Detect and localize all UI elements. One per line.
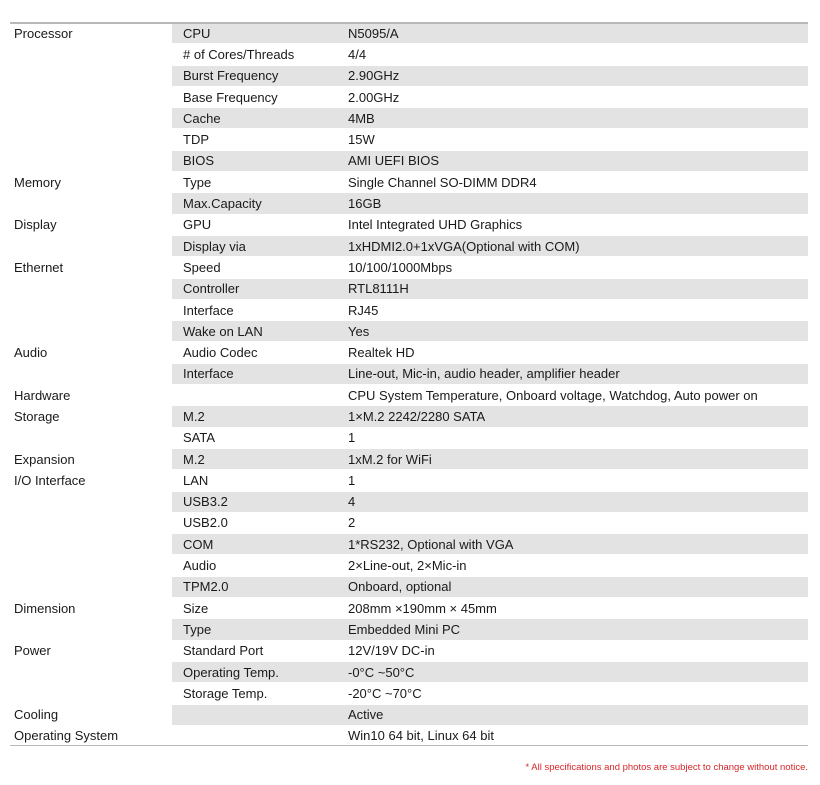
spec-item: BIOS (172, 151, 337, 171)
spec-item: GPU (183, 217, 212, 233)
spec-category: Dimension (14, 600, 76, 616)
spec-row (10, 256, 808, 277)
spec-value: 2×Line-out, 2×Mic-in (348, 558, 467, 574)
spec-row (10, 214, 808, 235)
spec-row (10, 427, 808, 448)
spec-value: RJ45 (348, 302, 379, 318)
spec-item: Speed (183, 259, 221, 275)
spec-category: Hardware (14, 387, 71, 403)
spec-row (10, 533, 808, 554)
spec-row (10, 597, 808, 618)
spec-value: 4 (337, 492, 808, 512)
spec-item: LAN (183, 472, 209, 488)
spec-value: Line-out, Mic-in, audio header, amplifier header (337, 364, 808, 384)
spec-value: Active (337, 705, 808, 725)
spec-value: 16GB (337, 193, 808, 213)
spec-value: 12V/19V DC-in (348, 643, 435, 659)
spec-category: I/O Interface (14, 472, 86, 488)
spec-value: Yes (337, 321, 808, 341)
spec-row (10, 128, 808, 149)
spec-item: M.2 (172, 406, 337, 426)
spec-row (10, 682, 808, 703)
spec-value: Realtek HD (348, 345, 415, 361)
spec-row (10, 491, 808, 512)
spec-value: 15W (348, 132, 375, 148)
spec-row (10, 618, 808, 639)
spec-row (10, 86, 808, 107)
spec-value: 1*RS232, Optional with VGA (337, 534, 808, 554)
spec-value: N5095/A (337, 24, 808, 43)
spec-item: # of Cores/Threads (183, 46, 295, 62)
spec-row (10, 22, 808, 43)
spec-row (10, 171, 808, 192)
spec-value: Embedded Mini PC (337, 619, 808, 639)
spec-row (10, 363, 808, 384)
spec-value: AMI UEFI BIOS (337, 151, 808, 171)
spec-value: -20°C ~70°C (348, 685, 422, 701)
spec-value: 4MB (337, 108, 808, 128)
spec-value: 2 (348, 515, 356, 531)
spec-row (10, 512, 808, 533)
spec-item: TDP (183, 132, 209, 148)
spec-item: Size (183, 600, 209, 616)
spec-value: 10/100/1000Mbps (348, 259, 453, 275)
spec-row (10, 704, 808, 725)
spec-item (172, 705, 337, 725)
spec-value: -0°C ~50°C (337, 662, 808, 682)
spec-row (10, 65, 808, 86)
spec-value: CPU System Temperature, Onboard voltage, Watchdog, Auto power on (348, 387, 758, 403)
spec-value: 1×M.2 2242/2280 SATA (337, 406, 808, 426)
spec-value: 1xHDMI2.0+1xVGA(Optional with COM) (337, 236, 808, 256)
spec-item: Burst Frequency (172, 66, 337, 86)
spec-category: Storage (14, 408, 60, 424)
spec-item: USB3.2 (172, 492, 337, 512)
spec-item: Max.Capacity (172, 193, 337, 213)
spec-item: Base Frequency (183, 89, 278, 105)
spec-value: RTL8111H (337, 279, 808, 299)
spec-value: 2.90GHz (337, 66, 808, 86)
spec-row (10, 576, 808, 597)
spec-value: 1 (348, 472, 356, 488)
spec-item: Display via (172, 236, 337, 256)
spec-category: Memory (14, 174, 61, 190)
spec-value: Win10 64 bit, Linux 64 bit (348, 727, 494, 743)
spec-item: Operating Temp. (172, 662, 337, 682)
spec-item: Standard Port (183, 643, 264, 659)
spec-item: Interface (172, 364, 337, 384)
spec-row (10, 299, 808, 320)
spec-item (172, 385, 337, 405)
spec-item: Audio Codec (183, 345, 258, 361)
spec-value: 2.00GHz (348, 89, 400, 105)
spec-value: 1 (348, 430, 356, 446)
spec-row (10, 320, 808, 341)
spec-category: Audio (14, 345, 48, 361)
spec-category: Operating System (14, 727, 119, 743)
spec-item: TPM2.0 (172, 577, 337, 597)
spec-item: Type (183, 174, 212, 190)
spec-row (10, 661, 808, 682)
spec-item: CPU (172, 24, 337, 43)
spec-row (10, 235, 808, 256)
spec-item: Wake on LAN (172, 321, 337, 341)
footnote: * All specifications and photos are subject to change without notice. (525, 762, 808, 773)
spec-row (10, 384, 808, 405)
spec-row (10, 725, 808, 746)
spec-row (10, 448, 808, 469)
spec-item (172, 726, 337, 745)
spec-category: Power (14, 643, 51, 659)
spec-value: Intel Integrated UHD Graphics (348, 217, 523, 233)
spec-value: 4/4 (348, 46, 367, 62)
spec-category: Cooling (14, 707, 59, 723)
spec-item: Interface (183, 302, 234, 318)
spec-row (10, 405, 808, 426)
spec-row (10, 278, 808, 299)
spec-table (10, 22, 808, 746)
spec-category: Ethernet (14, 259, 64, 275)
spec-item: COM (172, 534, 337, 554)
spec-row (10, 150, 808, 171)
spec-category: Processor (14, 26, 73, 42)
spec-item: SATA (183, 430, 216, 446)
spec-value: 208mm ×190mm × 45mm (348, 600, 497, 616)
spec-row (10, 554, 808, 575)
spec-row (10, 43, 808, 64)
spec-item: Cache (172, 108, 337, 128)
spec-item: Controller (172, 279, 337, 299)
spec-row (10, 341, 808, 362)
spec-row (10, 469, 808, 490)
spec-row (10, 107, 808, 128)
spec-value: 1xM.2 for WiFi (337, 449, 808, 469)
spec-item: Storage Temp. (183, 685, 268, 701)
spec-item: Audio (183, 558, 217, 574)
spec-category: Display (14, 217, 57, 233)
spec-item: Type (172, 619, 337, 639)
spec-value: Onboard, optional (337, 577, 808, 597)
spec-item: M.2 (172, 449, 337, 469)
spec-row (10, 640, 808, 661)
spec-category: Expansion (14, 451, 75, 467)
spec-value: Single Channel SO-DIMM DDR4 (348, 174, 537, 190)
spec-row (10, 192, 808, 213)
spec-item: USB2.0 (183, 515, 228, 531)
